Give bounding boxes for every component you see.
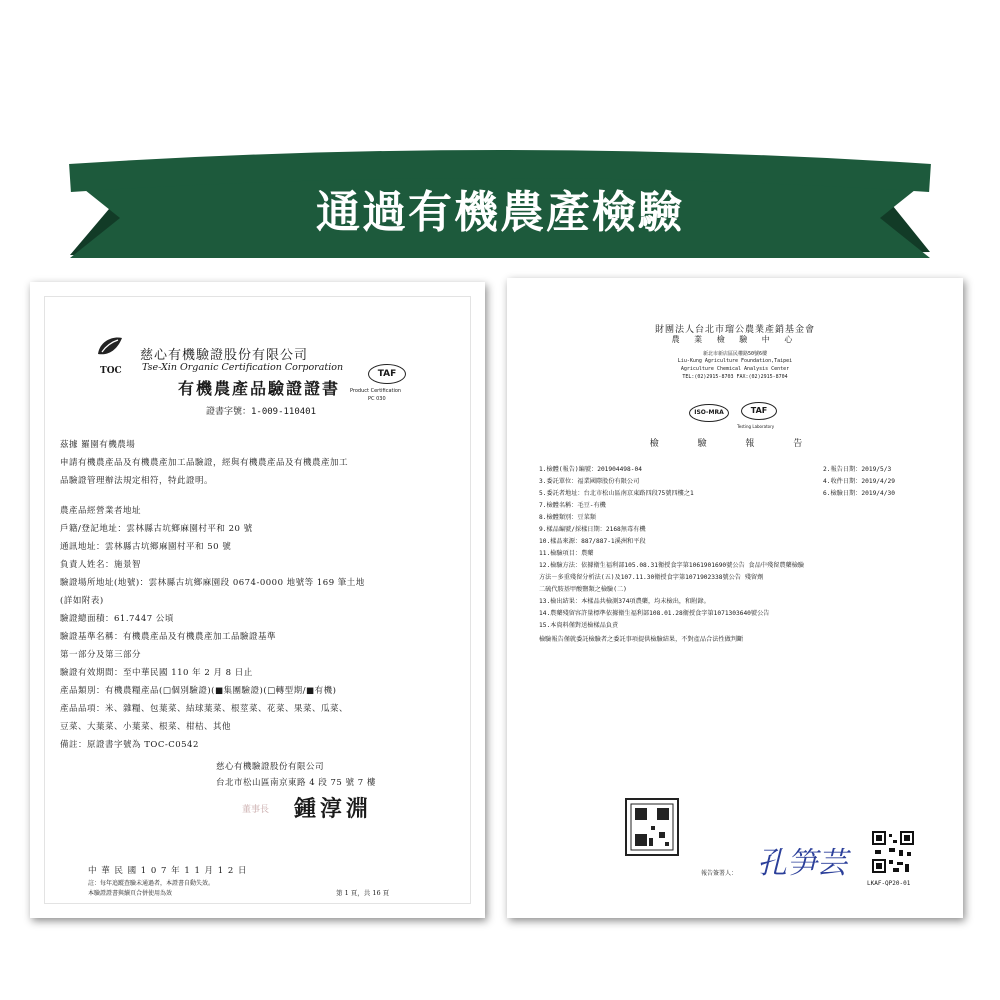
body-line: 戶籍/登記地址：雲林縣古坑鄉麻園村平和 20 號	[60, 524, 253, 534]
issuer-address: 台北市松山區南京東路 4 段 75 號 7 樓	[216, 778, 376, 788]
signature-name: 鍾淳淵	[294, 796, 373, 822]
logo-abbr: TOC	[100, 366, 122, 376]
footnote: 本驗證證書與續頁合併使用為效	[88, 890, 173, 897]
iso-mra-logo: ISO-MRA	[689, 404, 729, 422]
taf-subtitle: Testing Laboratory	[737, 424, 775, 429]
report-line: 3.委託單位：福業國際股份有限公司	[539, 478, 640, 485]
report-line: 檢驗報告僅就委託檢驗者之委託事項提供檢驗結果，不對產品合法性做判斷	[539, 636, 744, 643]
taf-logo: TAF	[741, 402, 777, 420]
lab-address: TEL:(02)2915-8703 FAX:(02)2915-8704	[682, 374, 788, 380]
signature: 孔笋芸	[757, 846, 847, 881]
body-line: 農產品經營業者地址	[60, 506, 142, 516]
lab-center-name: 農 業 檢 驗 中 心	[671, 335, 799, 344]
taf-code: PC 030	[368, 396, 386, 402]
report-line: 8.檢體類別：豆菜類	[539, 514, 596, 521]
report-line: 方法－多重殘留分析法(五)及107.11.30衛授食字第1071902338號公告 殘留劑	[539, 574, 764, 581]
taf-subtitle: Product Certification	[350, 388, 402, 394]
body-line: 產品類別：有機農糧產品(□個別驗證)(■集團驗證)(□轉型期/■有機)	[60, 686, 337, 696]
report-line: 二硫代胺基甲酸鹽類之檢驗(二)	[539, 586, 627, 593]
body-line: 第一部分及第三部分	[60, 650, 142, 660]
report-line: 13.檢出結果：本樣品共檢測374項農藥，均未檢出，和附錄。	[539, 598, 710, 605]
certificate-title: 有機農產品驗證證書	[178, 379, 341, 398]
body-line: (詳如附表)	[60, 596, 104, 606]
report-line: 14.農藥殘留容許量標準依據衛生福利部108.01.28衛授食字第1071303640號公告	[539, 610, 770, 617]
document-code: LKAF-QP20-01	[867, 880, 911, 887]
organic-certificate	[30, 282, 485, 918]
leaf-logo-icon	[96, 334, 124, 358]
report-date: 4.收件日期：2019/4/29	[823, 478, 895, 485]
org-name: 慈心有機驗證股份有限公司	[140, 348, 309, 363]
title-banner	[0, 0, 1000, 280]
org-name-en: Tse-Xin Organic Certification Corporation	[142, 362, 344, 373]
footnote: 註：每年追蹤查驗未通過者，本證書自動失效。	[88, 880, 215, 887]
body-line: 驗證總面積：61.7447 公頃	[60, 614, 174, 624]
body-line: 驗證有效期間：至中華民國 110 年 2 月 8 日止	[60, 668, 253, 678]
issue-date: 中 華 民 國 1 0 7 年 1 1 月 1 2 日	[88, 866, 248, 876]
lab-address: Agriculture Chemical Analysis Center	[680, 366, 790, 372]
body-line: 備註：原證書字號為 TOC-C0542	[60, 740, 199, 750]
certificate-number: 證書字號：1-009-110401	[206, 407, 317, 417]
qr-code-icon	[871, 830, 915, 874]
body-line: 茲據 羅園有機農場	[60, 440, 136, 450]
signature-label: 董事長	[242, 805, 270, 815]
report-line: 1.檢體(報告)編號：201904498-04	[539, 466, 642, 473]
banner-title: 通過有機農產檢驗	[316, 187, 684, 238]
report-line: 10.樣品來源：887/887-1溪洲和平段	[539, 538, 646, 545]
lab-org-name: 財團法人台北市瑠公農業產銷基金會	[654, 325, 815, 335]
body-line: 產品品項：米、雜糧、包葉菜、結球葉菜、根莖菜、花菜、果菜、瓜菜、	[60, 704, 349, 714]
report-date: 6.檢驗日期：2019/4/30	[823, 490, 895, 497]
report-line: 7.檢體名稱：毛豆-有機	[539, 502, 606, 509]
body-line: 豆菜、大葉菜、小葉菜、根菜、柑桔、其他	[60, 722, 232, 732]
lab-address: 新北市新店區民權路50號6樓	[702, 351, 768, 357]
report-line: 9.樣品編號/採樣日期：2168無毒有機	[539, 526, 646, 533]
inspection-report	[507, 278, 963, 918]
body-line: 驗證基準名稱：有機農產品及有機農產加工品驗證基準	[60, 632, 277, 642]
body-line: 通訊地址：雲林縣古坑鄉麻園村平和 50 號	[60, 542, 232, 552]
report-line: 5.委託者地址：台北市松山區南京東路四段75號四樓之1	[539, 490, 694, 497]
body-line: 驗證場所地址(地號)：雲林縣古坑鄉麻園段 0674-0000 地號等 169 筆土地	[60, 578, 365, 588]
signer-label: 報告簽署人：	[701, 870, 738, 877]
lab-address: Liu-Kung Agriculture Foundation,Taipei	[677, 358, 793, 364]
report-line: 12.檢驗方法：依據衛生福利部105.08.31衛授食字第1061901690號公告 食品中殘留農藥檢驗	[539, 562, 805, 569]
taf-logo: TAF	[368, 364, 406, 384]
body-line: 負責人姓名：施景智	[60, 560, 142, 570]
page-number: 第 1 頁，共 16 頁	[336, 889, 390, 897]
report-title: 檢 驗 報 告	[649, 439, 821, 449]
report-date: 2.報告日期：2019/5/3	[823, 466, 892, 473]
body-line: 品驗證管理辦法規定相符，特此證明。	[60, 476, 214, 486]
body-line: 申請有機農產品及有機農產加工品驗證，經與有機農產品及有機農產加工	[60, 458, 349, 468]
report-line: 15.本資料僅對送檢樣品負責	[539, 622, 619, 629]
stamp-seal-icon	[625, 798, 679, 856]
report-line: 11.檢驗項目：農藥	[539, 550, 594, 557]
issuer-name: 慈心有機驗證股份有限公司	[216, 762, 325, 772]
